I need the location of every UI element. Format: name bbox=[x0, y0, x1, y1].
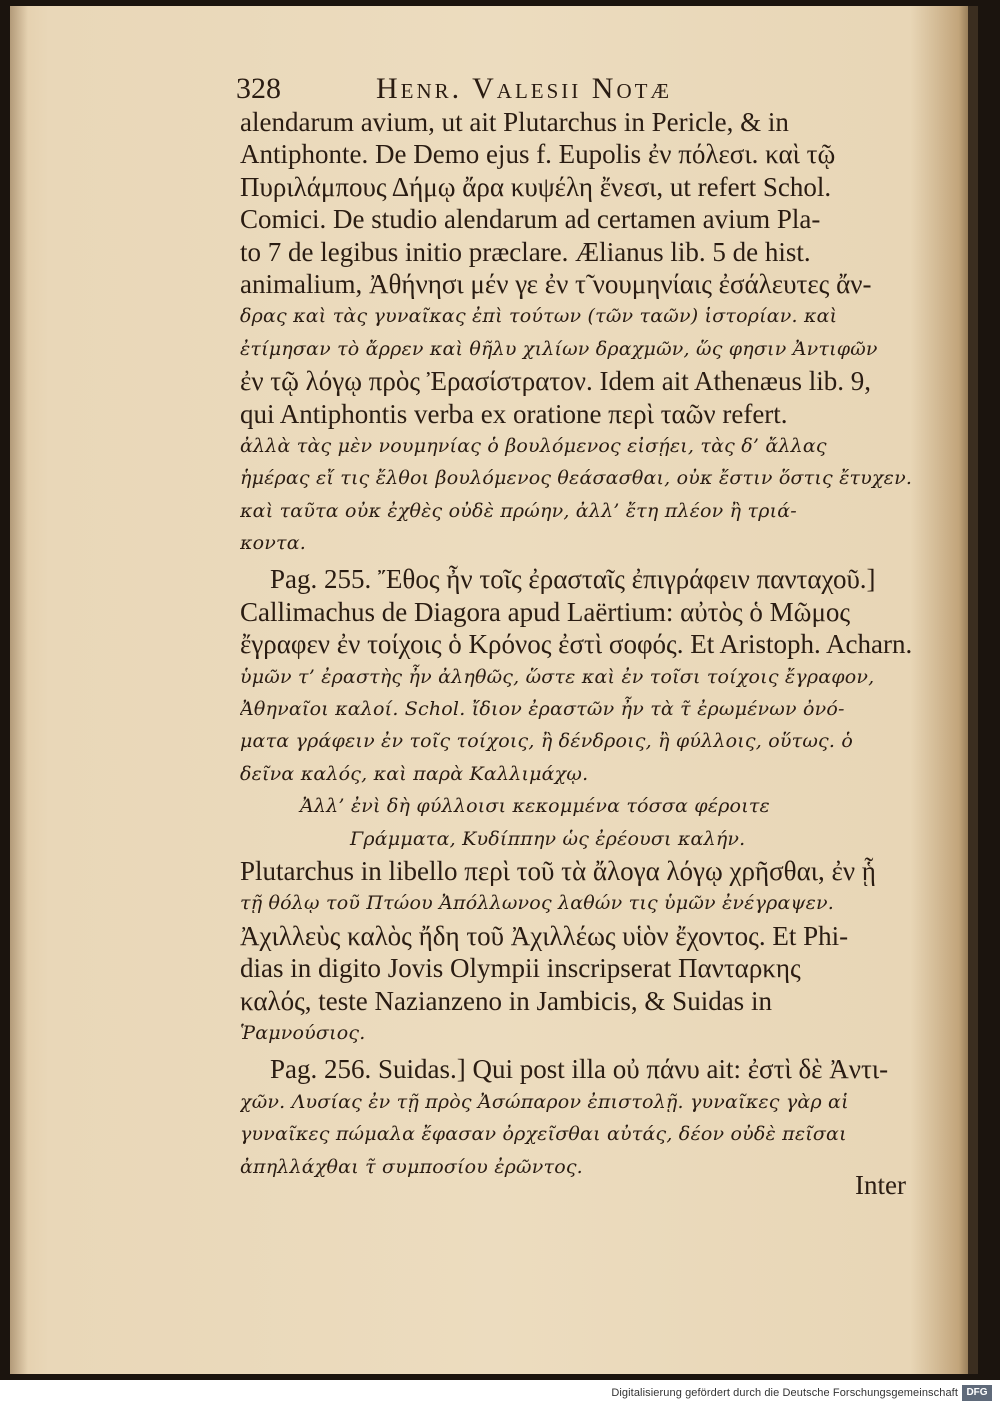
text-line: ἐτίμησαν τὸ ἄρρεν καὶ θῆλυ χιλίων δραχμῶν, ὥς φησιν Ἀντιφῶν bbox=[240, 337, 878, 360]
text-line: Pag. 255. Ἔθος ἦν τοῖς ἐρασταῖς ἐπιγράφειν πανταχοῦ.] bbox=[270, 564, 876, 595]
text-line: animalium, Ἀθήνησι μέν γε ἐν τ̃ νουμηνίαις ἐσάλευτες ἄν- bbox=[240, 268, 872, 299]
page-edge bbox=[968, 6, 978, 1374]
text-line: κοντα. bbox=[240, 532, 307, 555]
footer bbox=[0, 1380, 1000, 1407]
text-line: Πυριλάμπους Δήμῳ ἄρα κυψέλη ἔνεσι, ut refert Schol. bbox=[240, 171, 832, 202]
body-text bbox=[240, 106, 930, 1183]
text-line: alendarum avium, ut ait Plutarchus in Pericle, & in bbox=[240, 107, 789, 137]
text-line: δεῖνα καλός, καὶ παρὰ Καλλιμάχῳ. bbox=[240, 762, 589, 785]
gutter-shadow bbox=[10, 6, 28, 1374]
text-line: Pag. 256. Suidas.] Qui post illa οὐ πάνυ ait: ἐστὶ δὲ Ἀντι- bbox=[270, 1054, 889, 1085]
text-line: Ἀθηναῖοι καλοί. Schol. ἴδιον ἐραστῶν ἦν τὰ τ̃ ἐρωμένων ὀνό- bbox=[240, 698, 845, 721]
text-line: Callimachus de Diagora apud Laërtium: αὐτὸς ὁ Μῶμος bbox=[240, 596, 851, 627]
text-line: καὶ ταῦτα οὐκ ἐχθὲς οὐδὲ πρώην, ἀλλ’ ἔτη πλέον ἢ τριά- bbox=[240, 499, 797, 522]
text-line: Ἀχιλλεὺς καλὸς ἤδη τοῦ Ἀχιλλέως υἱὸν ἔχοντος. Et Phi- bbox=[240, 920, 849, 951]
text-line: ὑμῶν τ’ ἐραστὴς ἦν ἀληθῶς, ὥστε καὶ ἐν τοῖσι τοίχοις ἔγραφον, bbox=[240, 665, 875, 688]
text-line: ἀπηλλάχθαι τ̃ συμποσίου ἐρῶντος. bbox=[240, 1155, 583, 1178]
text-line: γυναῖκες πώμαλα ἔφασαν ὀρχεῖσθαι αὐτάς, δέον οὐδὲ πεῖσαι bbox=[240, 1123, 847, 1146]
text-line: δρας καὶ τὰς γυναῖκας ἐπὶ τούτων (τῶν ταῶν) ἱστορίαν. καὶ bbox=[240, 305, 838, 328]
text-line: χῶν. Λυσίας ἐν τῇ πρὸς Ἀσώπαρον ἐπιστολῇ. γυναῖκες γὰρ αἱ bbox=[240, 1090, 849, 1113]
text-line: Γράμματα, Κυδίππην ὡς ἐρέουσι καλήν. bbox=[350, 827, 746, 850]
funding-credit: Digitalisierung gefördert durch die Deutsche Forschungsgemeinschaft bbox=[611, 1387, 958, 1399]
running-title: Henr. Valesii Notæ bbox=[376, 72, 673, 105]
text-line: ἀλλὰ τὰς μὲν νουμηνίας ὁ βουλόμενος εἰσῄει, τὰς δ’ ἄλλας bbox=[240, 434, 827, 457]
text-line: Antiphonte. De Demo ejus f. Eupolis ἐν πόλεσι. καὶ τῷ bbox=[240, 139, 836, 170]
text-line: ἡμέρας εἴ τις ἔλθοι βουλόμενος θεάσασθαι, οὐκ ἔστιν ὅστις ἔτυχεν. bbox=[240, 467, 913, 490]
text-line: ἐν τῷ λόγῳ πρὸς Ἐρασίστρατον. Idem ait Athenæus lib. 9, bbox=[240, 366, 871, 397]
text-line: καλός, teste Nazianzeno in Jambicis, & Suidas in bbox=[240, 985, 772, 1016]
text-line: to 7 de legibus initio præclare. Ælianus lib. 5 de hist. bbox=[240, 236, 811, 267]
text-line: Ἀλλ’ ἐνὶ δὴ φύλλοισι κεκομμένα τόσσα φέροιτε bbox=[300, 795, 770, 818]
text-line: ματα γράφειν ἐν τοῖς τοίχοις, ἢ δένδροις, ἢ φύλλοις, οὕτως. ὁ bbox=[240, 730, 853, 753]
text-line: τῇ θόλῳ τοῦ Πτώου Ἀπόλλωνος λαθών τις ὑμῶν ἐνέγραψεν. bbox=[240, 892, 835, 915]
dfg-logo-icon: DFG bbox=[962, 1385, 992, 1401]
text-line: qui Antiphontis verba ex oratione περὶ ταῶν refert. bbox=[240, 398, 788, 429]
page-number: 328 bbox=[236, 72, 281, 105]
text-line: dias in digito Jovis Olympii inscripserat Πανταρκης bbox=[240, 953, 801, 984]
catchword: Inter bbox=[855, 1170, 906, 1200]
text-line: ἔγραφεν ἐν τοίχοις ὁ Κρόνος ἐστὶ σοφός. Et Aristoph. Acharn. bbox=[240, 629, 913, 660]
text-line: Plutarchus in libello περὶ τοῦ τὰ ἄλογα λόγῳ χρῆσθαι, ἐν ᾗ bbox=[240, 855, 876, 886]
text-line: Ῥαμνούσιος. bbox=[240, 1021, 366, 1044]
text-line: Comici. De studio alendarum ad certamen avium Pla- bbox=[240, 204, 821, 235]
